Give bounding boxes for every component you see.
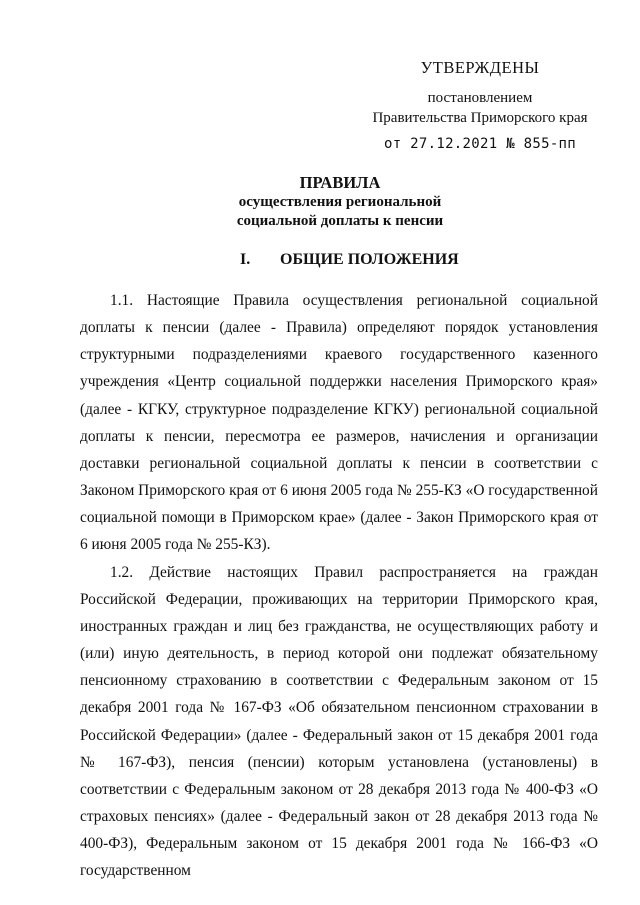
paragraph-1-1: 1.1. Настоящие Правила осуществления региональной социальной доплаты к пенсии (далее - Правила) определяют порядок установления структурными подразделениями краевого государственного казенного учреждения «Центр социальной поддержки населения Приморского края» (далее - КГКУ, структурное подразделение КГКУ) региональной социальной доплаты к пенсии, пересмотра ее размеров, начисления и организации доставки региональной социальной доплаты к пенсии в соответствии с Законом Приморского края от 6 июня 2005 года № 255-КЗ «О государственной социальной помощи в Приморском крае» (далее - Закон Приморского края от 6 июня 2005 года № 255-КЗ). (80, 292, 598, 554)
section-number: I. (240, 251, 251, 268)
approved-by: постановлением (427, 90, 533, 106)
document-title (140, 172, 540, 231)
title-line-1: осуществления региональной (238, 194, 442, 210)
title-line-2: социальной доплаты к пенсии (236, 213, 444, 229)
approved-label: УТВЕРЖДЕНЫ (420, 58, 540, 77)
approval-block (360, 58, 600, 152)
paragraph-1-2: 1.2. Действие настоящих Правил распространяется на граждан Российской Федерации, проживающих на территории Приморского края, иностранных граждан и лиц без гражданства, не осуществляющих работу и (или) иную деятельность, в период которой они подлежат обязательному пенсионному страхованию в соответствии с Федеральным законом от 15 декабря 2001 года № 167-ФЗ «Об обязательном пенсионном страховании в Российской Федерации» (далее - Федеральный закон от 15 декабря 2001 года № 167-ФЗ), пенсия (пенсии) которым установлена (установлены) в соответствии с Федеральным законом от 28 декабря 2013 года № 400-ФЗ «О страховых пенсиях» (далее - Федеральный закон от 28 декабря 2013 года № 400-ФЗ), Федеральным законом от 15 декабря 2001 года № 166-ФЗ «О государственном (80, 563, 598, 880)
decree-number: от 27.12.2021 № 855-пп (383, 136, 577, 152)
section-heading (240, 251, 459, 269)
body-text (80, 287, 598, 884)
section-title: ОБЩИЕ ПОЛОЖЕНИЯ (280, 251, 459, 268)
approving-authority: Правительства Приморского края (372, 110, 588, 126)
title-main: ПРАВИЛА (299, 173, 381, 192)
